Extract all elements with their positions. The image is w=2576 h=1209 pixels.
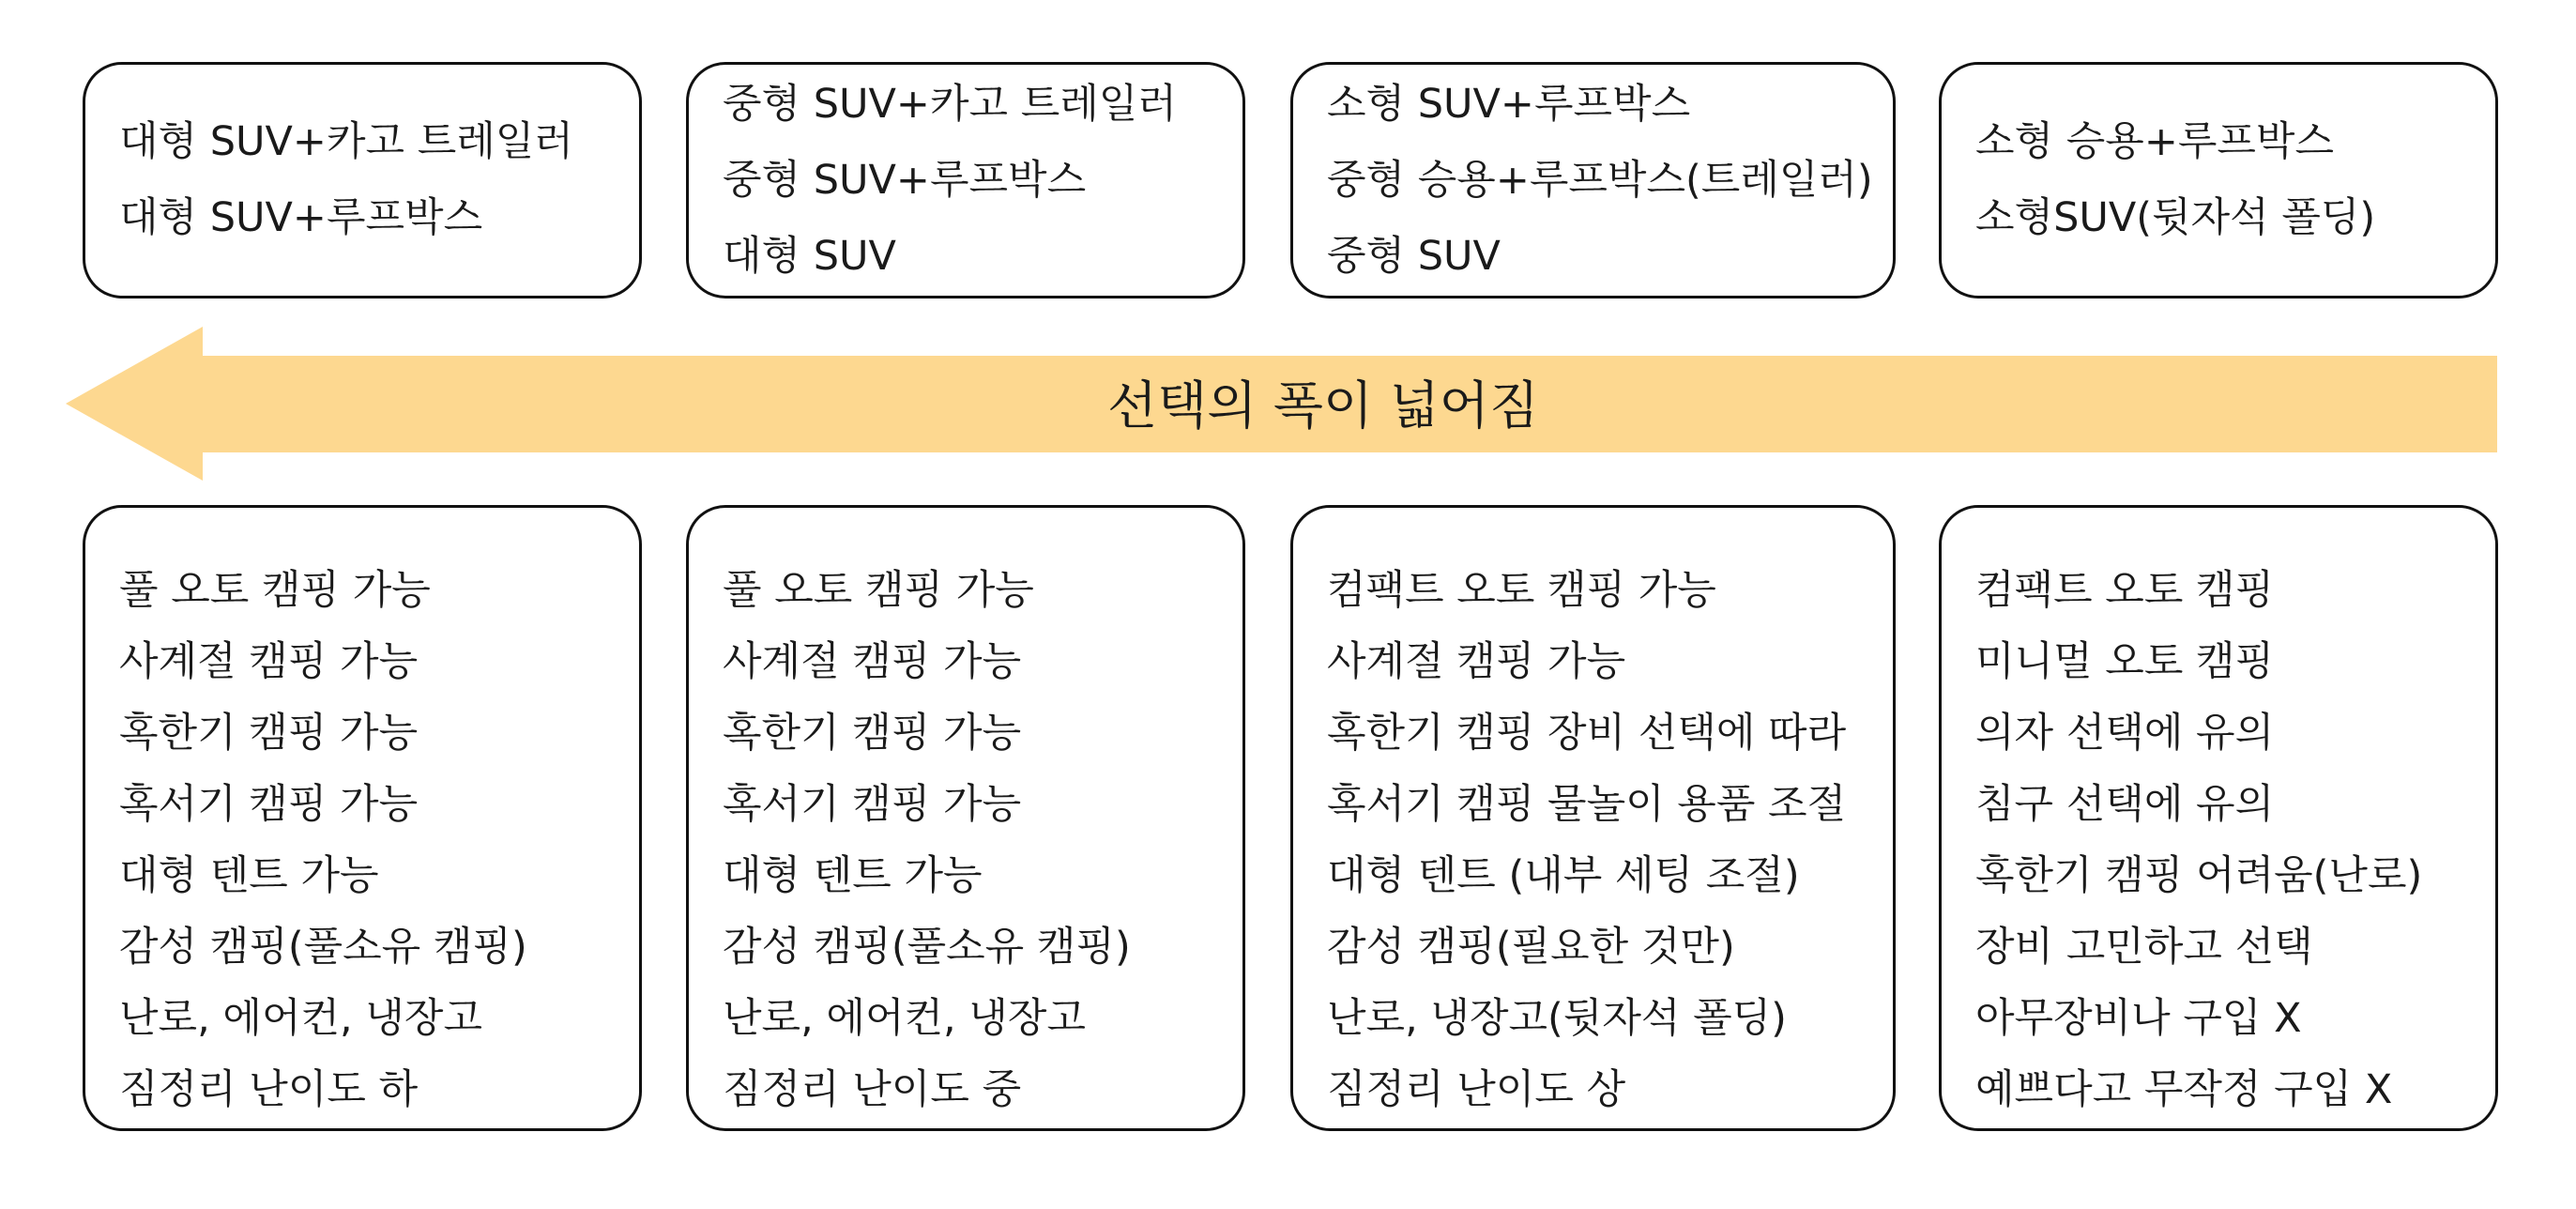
camping-line: 미니멀 오토 캠핑: [1975, 637, 2275, 685]
camping-line: 컴팩트 오토 캠핑: [1975, 566, 2275, 614]
camping-line: 의자 선택에 유의: [1975, 709, 2275, 757]
camping-line: 혹한기 캠핑 어려움(난로): [1975, 851, 2423, 899]
vehicle-line: 대형 SUV+카고 트레일러: [119, 118, 573, 165]
camping-line: 감성 캠핑(필요한 것만): [1327, 923, 1735, 971]
vehicle-line: 중형 SUV+루프박스: [723, 156, 1087, 204]
camping-line: 난로, 냉장고(뒷자석 폴딩): [1327, 994, 1787, 1042]
camping-line: 혹서기 캠핑 가능: [723, 780, 1022, 828]
camping-line: 풀 오토 캠핑 가능: [119, 566, 431, 614]
camping-box-4: [1939, 505, 2498, 1131]
camping-line: 사계절 캠핑 가능: [1327, 637, 1626, 685]
camping-line: 혹서기 캠핑 가능: [119, 780, 419, 828]
camping-line: 난로, 에어컨, 냉장고: [119, 994, 482, 1042]
vehicle-line: 소형 SUV+루프박스: [1327, 80, 1691, 128]
vehicle-line: 대형 SUV: [723, 232, 896, 280]
vehicle-box-3: [1290, 62, 1896, 298]
camping-line: 혹서기 캠핑 물놀이 용품 조절: [1327, 780, 1847, 828]
camping-line: 짐정리 난이도 중: [723, 1065, 1022, 1113]
arrow-label: 선택의 폭이 넓어짐: [1107, 375, 1540, 436]
camping-box-3: [1290, 505, 1896, 1131]
camping-line: 대형 텐트 가능: [723, 851, 983, 899]
camping-line: 혹한기 캠핑 가능: [723, 709, 1022, 757]
camping-line: 풀 오토 캠핑 가능: [723, 566, 1034, 614]
camping-line: 혹한기 캠핑 장비 선택에 따라: [1327, 709, 1847, 757]
vehicle-box-1: [83, 62, 642, 298]
camping-line: 짐정리 난이도 하: [119, 1065, 419, 1113]
vehicle-line: 중형 SUV+카고 트레일러: [723, 80, 1177, 128]
camping-line: 혹한기 캠핑 가능: [119, 709, 419, 757]
camping-line: 컴팩트 오토 캠핑 가능: [1327, 566, 1716, 614]
camping-line: 사계절 캠핑 가능: [119, 637, 419, 685]
vehicle-box-4: [1939, 62, 2498, 298]
camping-line: 감성 캠핑(풀소유 캠핑): [723, 923, 1131, 971]
vehicle-line: 중형 SUV: [1327, 232, 1501, 280]
camping-line: 장비 고민하고 선택: [1975, 923, 2313, 971]
camping-line: 난로, 에어컨, 냉장고: [723, 994, 1086, 1042]
camping-line: 사계절 캠핑 가능: [723, 637, 1022, 685]
camping-line: 대형 텐트 가능: [119, 851, 379, 899]
camping-line: 감성 캠핑(풀소유 캠핑): [119, 923, 527, 971]
vehicle-line: 소형SUV(뒷자석 폴딩): [1975, 194, 2376, 241]
camping-line: 침구 선택에 유의: [1975, 780, 2275, 828]
camping-box-2: [686, 505, 1245, 1131]
vehicle-box-2: [686, 62, 1245, 298]
camping-line: 예쁘다고 무작정 구입 X: [1975, 1065, 2393, 1113]
vehicle-line: 소형 승용+루프박스: [1975, 118, 2335, 165]
camping-line: 짐정리 난이도 상: [1327, 1065, 1626, 1113]
vehicle-line: 중형 승용+루프박스(트레일러): [1327, 156, 1873, 204]
camping-box-1: [83, 505, 642, 1131]
camping-line: 대형 텐트 (내부 세팅 조절): [1327, 851, 1800, 899]
vehicle-line: 대형 SUV+루프박스: [119, 194, 483, 241]
camping-line: 아무장비나 구입 X: [1975, 994, 2302, 1042]
